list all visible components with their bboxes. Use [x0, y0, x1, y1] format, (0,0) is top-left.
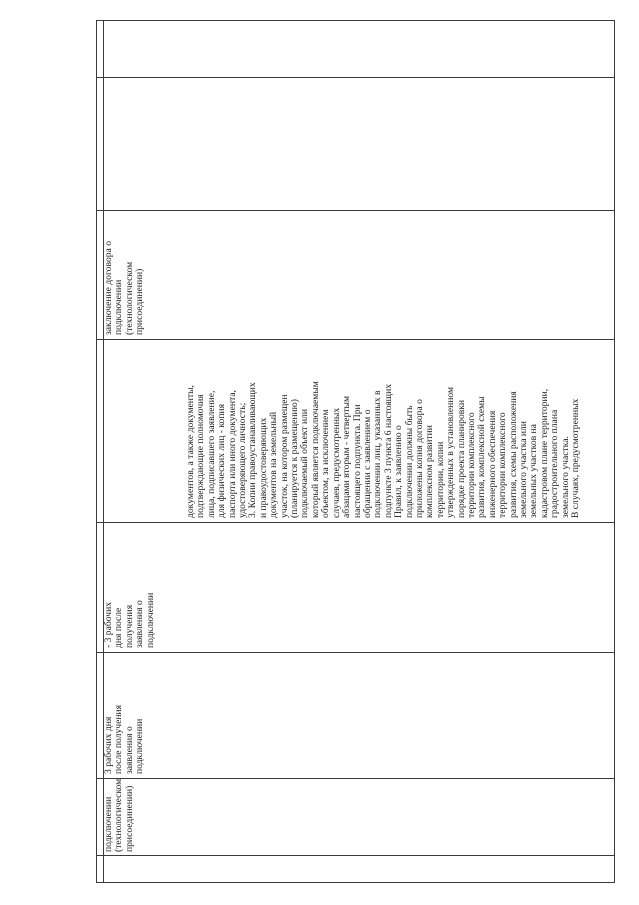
cell-term-b: - 3 рабочих дня после получения заявления о подключении: [103, 592, 156, 648]
row-divider-1: [96, 77, 615, 78]
table-border-top: [96, 20, 615, 21]
row-divider-6: [96, 778, 615, 779]
row-divider-2: [96, 210, 615, 211]
cell-result: заключение договора о подключении (технологическом присоединении): [103, 241, 146, 335]
cell-documents: документов, а также документы, подтверждающие полномочия лица, подписавшего заявление, для физических лиц - копия паспорта или иного документа, удостоверяющего личность; 3. Копии правоустанавливающих и правоудостоверяющих документов на земельный участок, на котором размещен (планируется к размещению) подключаемый объект или который является подключаемым объектом, за исключением случаев, предусмотренных абзацами вторым - четвертым настоящего подпункта. При обращении с заявлением о подключении лиц, указанных в подпункте 3 пункта 6 настоящих Правил, к заявлению о подключении должны быть приложены копия договора о комплексном развитии территории, копии утвержденных в установленном порядке проекта планировки территории комплексного развития, комплексной схемы инженерного обеспечения территории комплексного развития, схемы расположения земельного участка или земельных участков на кадастровом плане территории, градостроительного плана земельного участка. В случаях, предусмотренных: [185, 381, 582, 518]
table-border-right: [614, 20, 615, 883]
table-border-bottom: [96, 882, 615, 883]
row-divider-7: [96, 855, 615, 856]
table-border-left: [96, 20, 97, 883]
row-divider-5: [96, 652, 615, 653]
row-divider-4: [96, 522, 615, 523]
cell-term-a: 3 рабочих дня после получения заявления о подключении: [103, 704, 146, 774]
cell-subject: подключении (технологическом присоединении): [103, 778, 135, 852]
